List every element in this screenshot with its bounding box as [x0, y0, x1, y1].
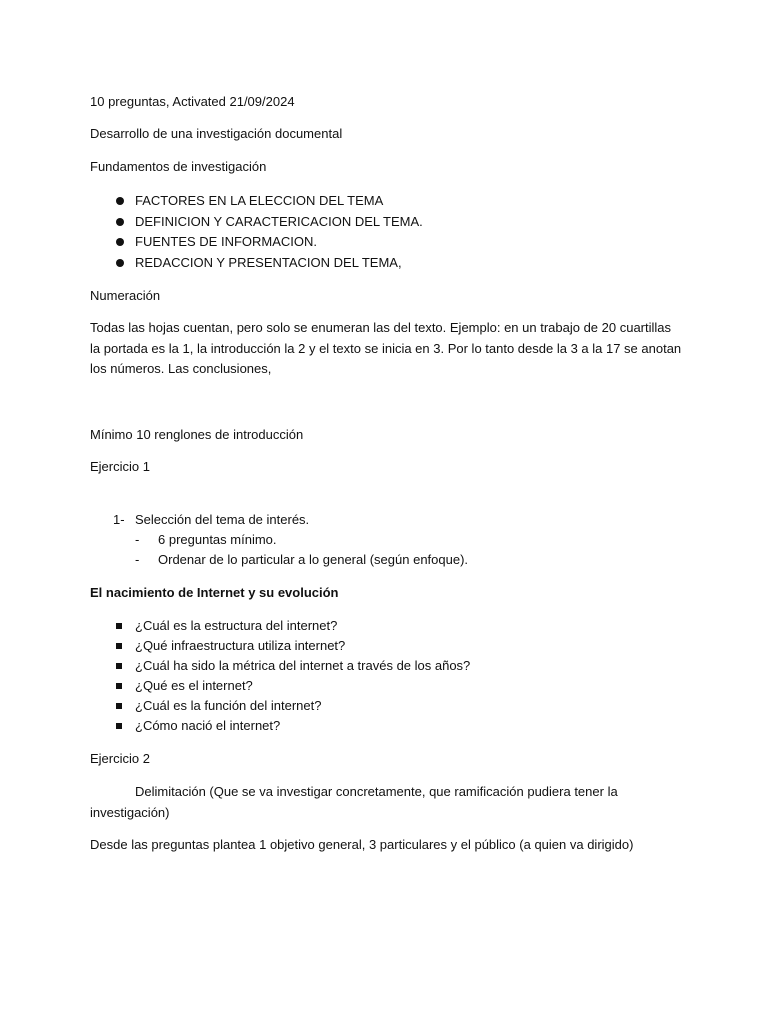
- header-line: 10 preguntas, Activated 21/09/2024: [90, 94, 295, 109]
- minimo-line: Mínimo 10 renglones de introducción: [90, 427, 304, 442]
- delimitacion-paragraph: Delimitación (Que se va investigar concretamente, que ramificación pudiera tener la investigación): [90, 784, 618, 820]
- question-item: ¿Qué es el internet?: [135, 678, 253, 693]
- sub-item: 6 preguntas mínimo.: [158, 532, 277, 547]
- question-item: ¿Cuál es la función del internet?: [135, 698, 322, 713]
- list-item: REDACCION Y PRESENTACION DEL TEMA,: [135, 255, 402, 270]
- question-item: ¿Qué infraestructura utiliza internet?: [135, 638, 346, 653]
- question-item: ¿Cómo nació el internet?: [135, 718, 281, 733]
- fundamentos-heading: Fundamentos de investigación: [90, 159, 267, 174]
- bullet-icon: [116, 197, 124, 205]
- bullet-icon: [116, 218, 124, 226]
- square-bullet-icon: [116, 723, 122, 729]
- question-item: ¿Cuál ha sido la métrica del internet a través de los años?: [135, 658, 471, 673]
- bullet-icon: [116, 238, 124, 246]
- step-text: Selección del tema de interés.: [135, 512, 310, 527]
- step-number: 1-: [113, 512, 125, 527]
- question-item: ¿Cuál es la estructura del internet?: [135, 618, 338, 633]
- list-item: FACTORES EN LA ELECCION DEL TEMA: [135, 193, 384, 208]
- dash-marker: -: [135, 552, 140, 567]
- dash-marker: -: [135, 532, 140, 547]
- topic-title: El nacimiento de Internet y su evolución: [90, 585, 339, 600]
- numeracion-paragraph: Todas las hojas cuentan, pero solo se enumeran las del texto. Ejemplo: en un trabajo de 20 cuartillas la portada es la 1, la introducción la 2 y el texto se inicia en 3. Por lo tanto desde la 3 a la 17 se anotan los números. Las conclusiones,: [90, 320, 682, 376]
- ejercicio1-heading: Ejercicio 1: [90, 459, 150, 474]
- document-title: Desarrollo de una investigación documental: [90, 126, 343, 141]
- square-bullet-icon: [116, 703, 122, 709]
- ejercicio2-heading: Ejercicio 2: [90, 751, 150, 766]
- square-bullet-icon: [116, 643, 122, 649]
- square-bullet-icon: [116, 663, 122, 669]
- square-bullet-icon: [116, 623, 122, 629]
- bullet-icon: [116, 259, 124, 267]
- sub-item: Ordenar de lo particular a lo general (según enfoque).: [158, 552, 469, 567]
- objetivos-paragraph: Desde las preguntas plantea 1 objetivo general, 3 particulares y el público (a quien va dirigido): [90, 837, 634, 852]
- square-bullet-icon: [116, 683, 122, 689]
- numeracion-heading: Numeración: [90, 288, 161, 303]
- list-item: FUENTES DE INFORMACION.: [135, 234, 318, 249]
- list-item: DEFINICION Y CARACTERICACION DEL TEMA.: [135, 214, 423, 229]
